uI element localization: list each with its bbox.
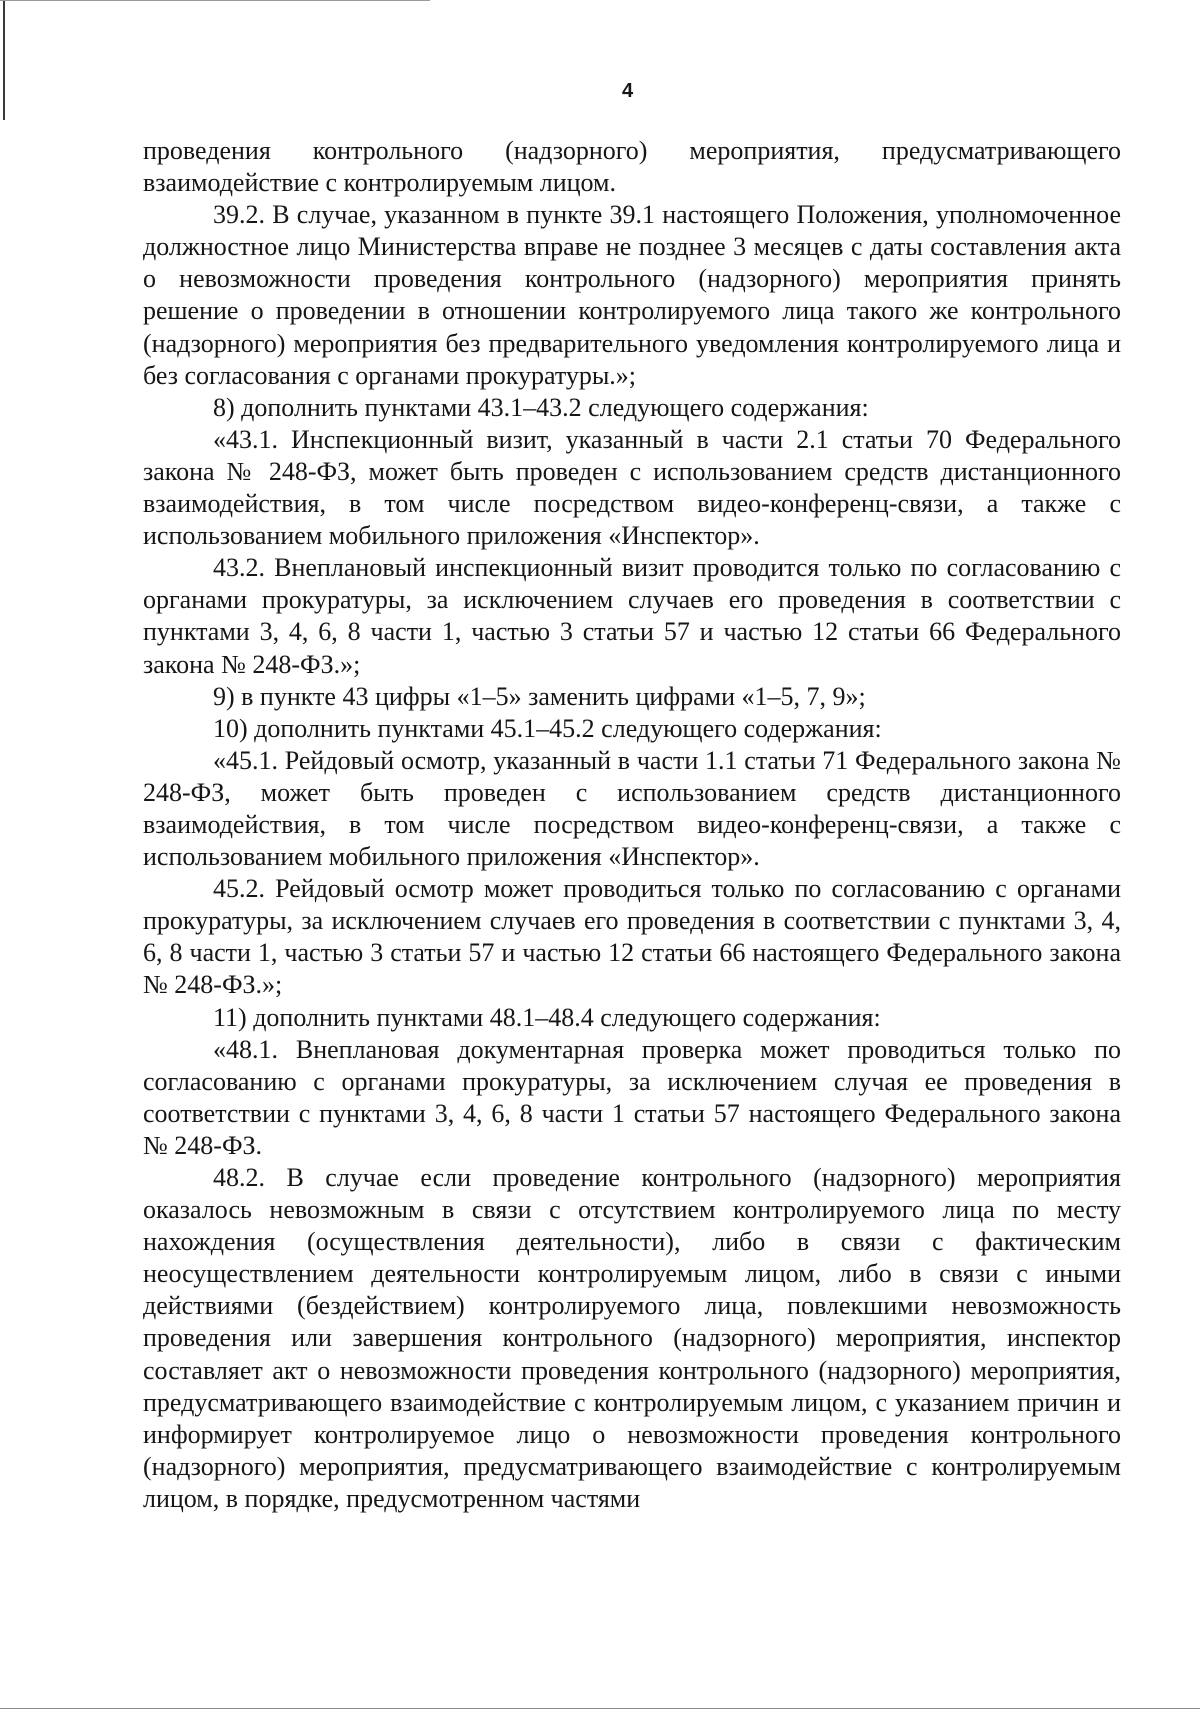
paragraph-item-11: 11) дополнить пунктами 48.1–48.4 следующего содержания: — [213, 1002, 881, 1032]
paragraph-48-1: «48.1. Внеплановая документарная проверка может проводиться только по согласованию с органами прокуратуры, за исключением случая ее проведения в соответствии с пунктами 3, 4, 6, 8 части 1 статьи 57 настоящего Федерального закона № 248-ФЗ. — [143, 1034, 1121, 1160]
page-number: 4 — [621, 80, 634, 102]
paragraph-43-2: 43.2. Внеплановый инспекционный визит проводится только по согласованию с органами прокуратуры, за исключением случаев его проведения в соответствии с пунктами 3, 4, 6, 8 части 1, частью 3 статьи 57 и частью 12 статьи 66 Федерального закона № 248-ФЗ.»; — [143, 553, 1121, 679]
paragraph-item-10: 10) дополнить пунктами 45.1–45.2 следующего содержания: — [213, 713, 882, 743]
scan-edge-bottom — [0, 1708, 1200, 1709]
paragraph-48-2: 48.2. В случае если проведение контрольного (надзорного) мероприятия оказалось невозможным в связи с отсутствием контролируемого лица по месту нахождения (осуществления деятельности), либо в связи с фактическим неосуществлением деятельности контролируемым лицом, либо в связи с иными действиями (бездействием) контролируемого лица, повлекшими невозможность проведения или завершения контрольного (надзорного) мероприятия, инспектор составляет акт о невозможности проведения контрольного (надзорного) мероприятия, предусматривающего взаимодействие с контролируемым лицом, с указанием причин и информирует контролируемое лицо о невозможности проведения контрольного (надзорного) мероприятия, предусматривающего взаимодействие с контролируемым лицом, в порядке, предусмотренном частями — [143, 1163, 1121, 1513]
paragraph-45-1: «45.1. Рейдовый осмотр, указанный в части 1.1 статьи 71 Федерального закона № 248-ФЗ, может быть проведен с использованием средств дистанционного взаимодействия, в том числе посредством видео-конференц-связи, а также с использованием мобильного приложения «Инспектор». — [143, 745, 1121, 872]
paragraph-item-9: 9) в пункте 43 цифры «1–5» заменить цифрами «1–5, 7, 9»; — [213, 681, 866, 711]
scan-edge-top — [0, 0, 430, 1]
document-body — [143, 135, 1121, 1515]
paragraph-45-2: 45.2. Рейдовый осмотр может проводиться только по согласованию с органами прокуратуры, за исключением случаев его проведения в соответствии с пунктами 3, 4, 6, 8 части 1, частью 3 статьи 57 и частью 12 статьи 66 настоящего Федерального закона № 248-ФЗ.»; — [143, 874, 1121, 1000]
paragraph-item-8: 8) дополнить пунктами 43.1–43.2 следующего содержания: — [213, 392, 869, 422]
paragraph-continuation: проведения контрольного (надзорного) мероприятия, предусматривающего взаимодействие с контролируемым лицом. — [143, 136, 1121, 198]
paragraph-39-2: 39.2. В случае, указанном в пункте 39.1 настоящего Положения, уполномоченное должностное лицо Министерства вправе не позднее 3 месяцев с даты составления акта о невозможности проведения контрольного (надзорного) мероприятия принять решение о проведении в отношении контролируемого лица такого же контрольного (надзорного) мероприятия без предварительного уведомления контролируемого лица и без согласования с органами прокуратуры.»; — [143, 200, 1121, 390]
paragraph-43-1: «43.1. Инспекционный визит, указанный в части 2.1 статьи 70 Федерального закона № 248-ФЗ, может быть проведен с использованием средств дистанционного взаимодействия, в том числе посредством видео-конференц-связи, а также с использованием мобильного приложения «Инспектор». — [143, 424, 1121, 551]
